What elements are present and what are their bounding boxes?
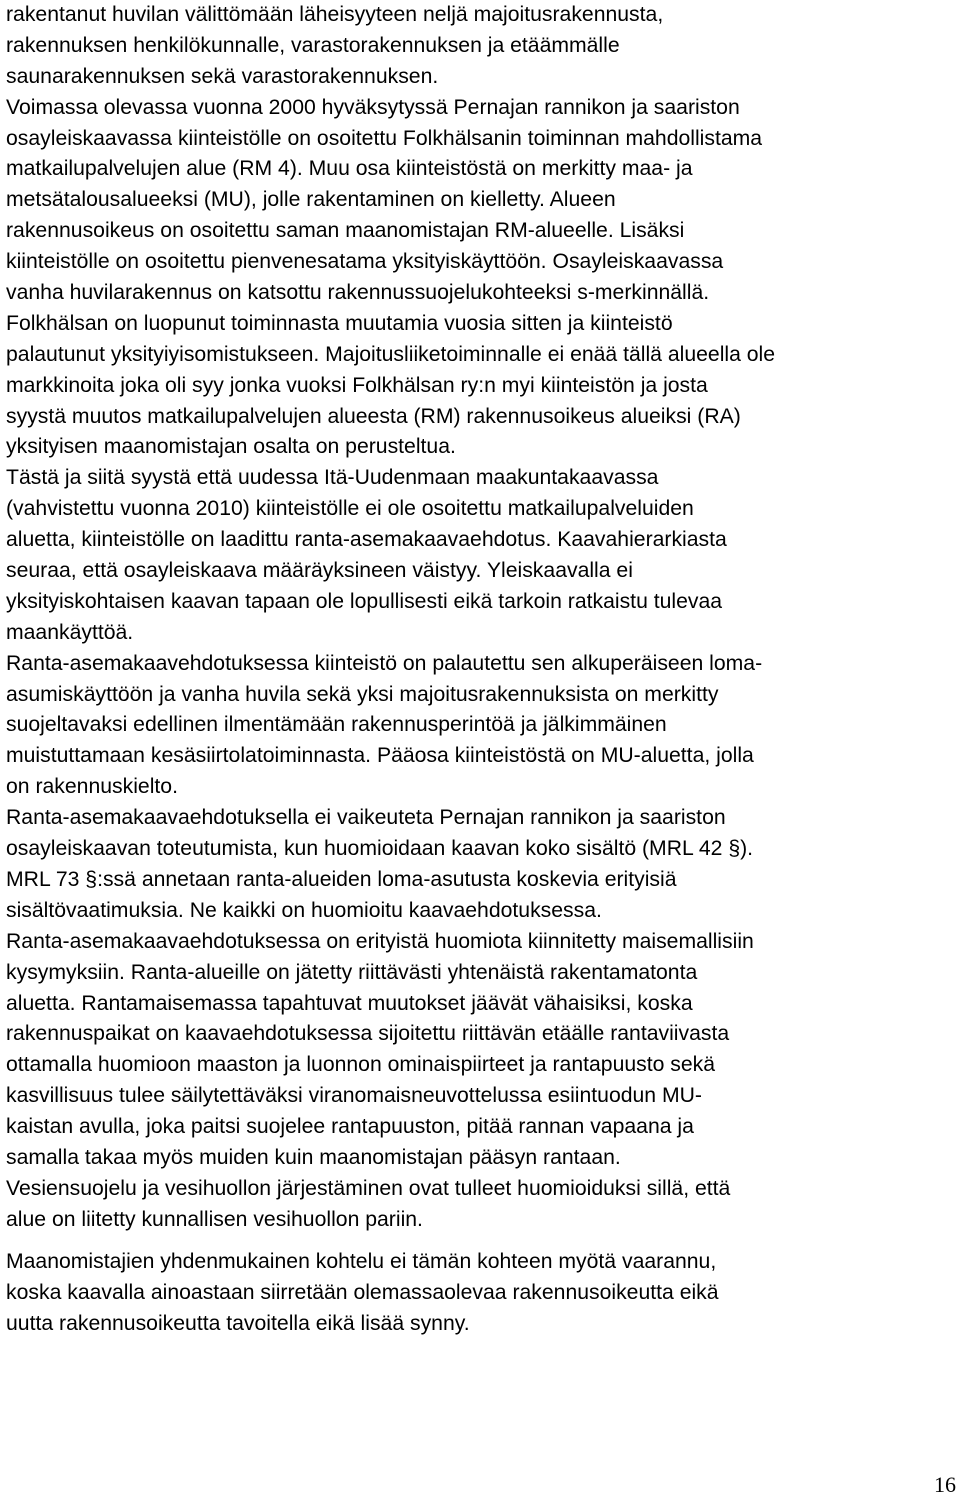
text-line: syystä muutos matkailupalvelujen alueesta (RM) rakennusoikeus alueiksi (RA) bbox=[6, 404, 741, 428]
text-line: aluetta, kiinteistölle on laadittu ranta-asemakaavaehdotus. Kaavahierarkiasta bbox=[6, 528, 727, 552]
text-line: rakentanut huvilan välittömään läheisyyteen neljä majoitusrakennusta, bbox=[6, 3, 664, 26]
text-line: muistuttamaan kesäsiirtolatoiminnasta. Pääosa kiinteistöstä on MU-aluetta, jolla bbox=[6, 744, 754, 768]
text-line: kiinteistölle on osoitettu pienvenesatama yksityiskäyttöön. Osayleiskaavassa bbox=[6, 250, 724, 274]
text-line: palautunut yksityiyisomistukseen. Majoitusliiketoiminnalle ei enää tällä alueella ole bbox=[6, 342, 776, 366]
text-line: seuraa, että osayleiskaava määräyksineen väistyy. Yleiskaavalla ei bbox=[6, 559, 633, 583]
text-line: Tästä ja siitä syystä että uudessa Itä-Uudenmaan maakuntakaavassa bbox=[6, 466, 659, 490]
text-line: kysymyksiin. Ranta-alueille on jätetty riittävästi yhtenäistä rakentamatonta bbox=[6, 960, 698, 984]
text-line: Folkhälsan on luopunut toiminnasta muutamia vuosia sitten ja kiinteistö bbox=[6, 311, 673, 335]
text-line: aluetta. Rantamaisemassa tapahtuvat muutokset jäävät vähaisiksi, koska bbox=[6, 991, 693, 1015]
text-line: markkinoita joka oli syy jonka vuoksi Folkhälsan ry:n myi kiinteistön ja josta bbox=[6, 373, 708, 397]
text-line: sisältövaatimuksia. Ne kaikki on huomioitu kaavaehdotuksessa. bbox=[6, 898, 602, 922]
text-line: asumiskäyttöön ja vanha huvila sekä yksi majoitusrakennuksista on merkitty bbox=[6, 682, 719, 706]
text-line: koska kaavalla ainoastaan siirretään olemassaolevaa rakennusoikeutta eikä bbox=[6, 1280, 719, 1304]
text-line: Vesiensuojelu ja vesihuollon järjestäminen ovat tulleet huomioiduksi sillä, että bbox=[6, 1176, 731, 1200]
text-line: suojeltavaksi edellinen ilmentämään rakennusperintöä ja jälkimmäinen bbox=[6, 713, 667, 737]
text-line: Ranta-asemakaavaehdotuksella ei vaikeuteta Pernajan rannikon ja saariston bbox=[6, 806, 726, 830]
text-line: Maanomistajien yhdenmukainen kohtelu ei tämän kohteen myötä vaarannu, bbox=[6, 1250, 717, 1273]
text-line: on rakennuskielto. bbox=[6, 775, 178, 799]
text-line: Ranta-asemakaavehdotuksessa kiinteistö on palautettu sen alkuperäiseen loma- bbox=[6, 651, 763, 675]
text-line: uutta rakennusoikeutta tavoitella eikä lisää synny. bbox=[6, 1311, 470, 1335]
text-line: Ranta-asemakaavaehdotuksessa on erityistä huomiota kiinnitetty maisemallisiin bbox=[6, 929, 754, 953]
text-line: metsätalousalueeksi (MU), jolle rakentaminen on kielletty. Alueen bbox=[6, 188, 616, 212]
text-line: alue on liitetty kunnallisen vesihuollon pariin. bbox=[6, 1207, 423, 1231]
text-line: kaistan avulla, joka paitsi suojelee rantapuuston, pitää rannan vapaana ja bbox=[6, 1115, 694, 1139]
text-line: samalla takaa myös muiden kuin maanomistajan pääsyn rantaan. bbox=[6, 1145, 621, 1169]
text-line: maankäyttöä. bbox=[6, 620, 134, 644]
text-line: yksityisen maanomistajan osalta on perusteltua. bbox=[6, 435, 456, 459]
text-line: yksityiskohtaisen kaavan tapaan ole lopullisesti eikä tarkoin ratkaistu tulevaa bbox=[6, 589, 723, 613]
text-line: vanha huvilarakennus on katsottu rakennussuojelukohteeksi s-merkinnällä. bbox=[6, 281, 710, 305]
text-line: ottamalla huomioon maaston ja luonnon ominaispiirteet ja rantapuusto sekä bbox=[6, 1053, 716, 1077]
text-line: rakennuksen henkilökunnalle, varastorakennuksen ja etäämmälle bbox=[6, 33, 620, 57]
text-line: osayleiskaavan toteutumista, kun huomioidaan kaavan koko sisältö (MRL 42 §). bbox=[6, 837, 754, 861]
text-line: saunarakennuksen sekä varastorakennuksen. bbox=[6, 64, 439, 88]
text-line: MRL 73 §:ssä annetaan ranta-alueiden loma-asutusta koskevia erityisiä bbox=[6, 867, 677, 891]
page-number: 16 bbox=[934, 1472, 956, 1497]
text-line: kasvillisuus tulee säilytettäväksi viranomaisneuvottelussa esiintuodun MU- bbox=[6, 1084, 702, 1108]
text-line: osayleiskaavassa kiinteistölle on osoitettu Folkhälsanin toiminnan mahdollistama bbox=[6, 126, 763, 150]
text-line: rakennusoikeus on osoitettu saman maanomistajan RM-alueelle. Lisäksi bbox=[6, 219, 685, 243]
text-line: rakennuspaikat on kaavaehdotuksessa sijoitettu riittävän etäälle rantaviivasta bbox=[6, 1022, 730, 1046]
text-line: (vahvistettu vuonna 2010) kiinteistölle ei ole osoitettu matkailupalveluiden bbox=[6, 497, 694, 521]
text-line: matkailupalvelujen alue (RM 4). Muu osa kiinteistöstä on merkitty maa- ja bbox=[6, 157, 693, 181]
closing-paragraph bbox=[6, 1247, 719, 1340]
body-text bbox=[6, 0, 775, 1236]
text-line: Voimassa olevassa vuonna 2000 hyväksytyssä Pernajan rannikon ja saariston bbox=[6, 95, 740, 119]
